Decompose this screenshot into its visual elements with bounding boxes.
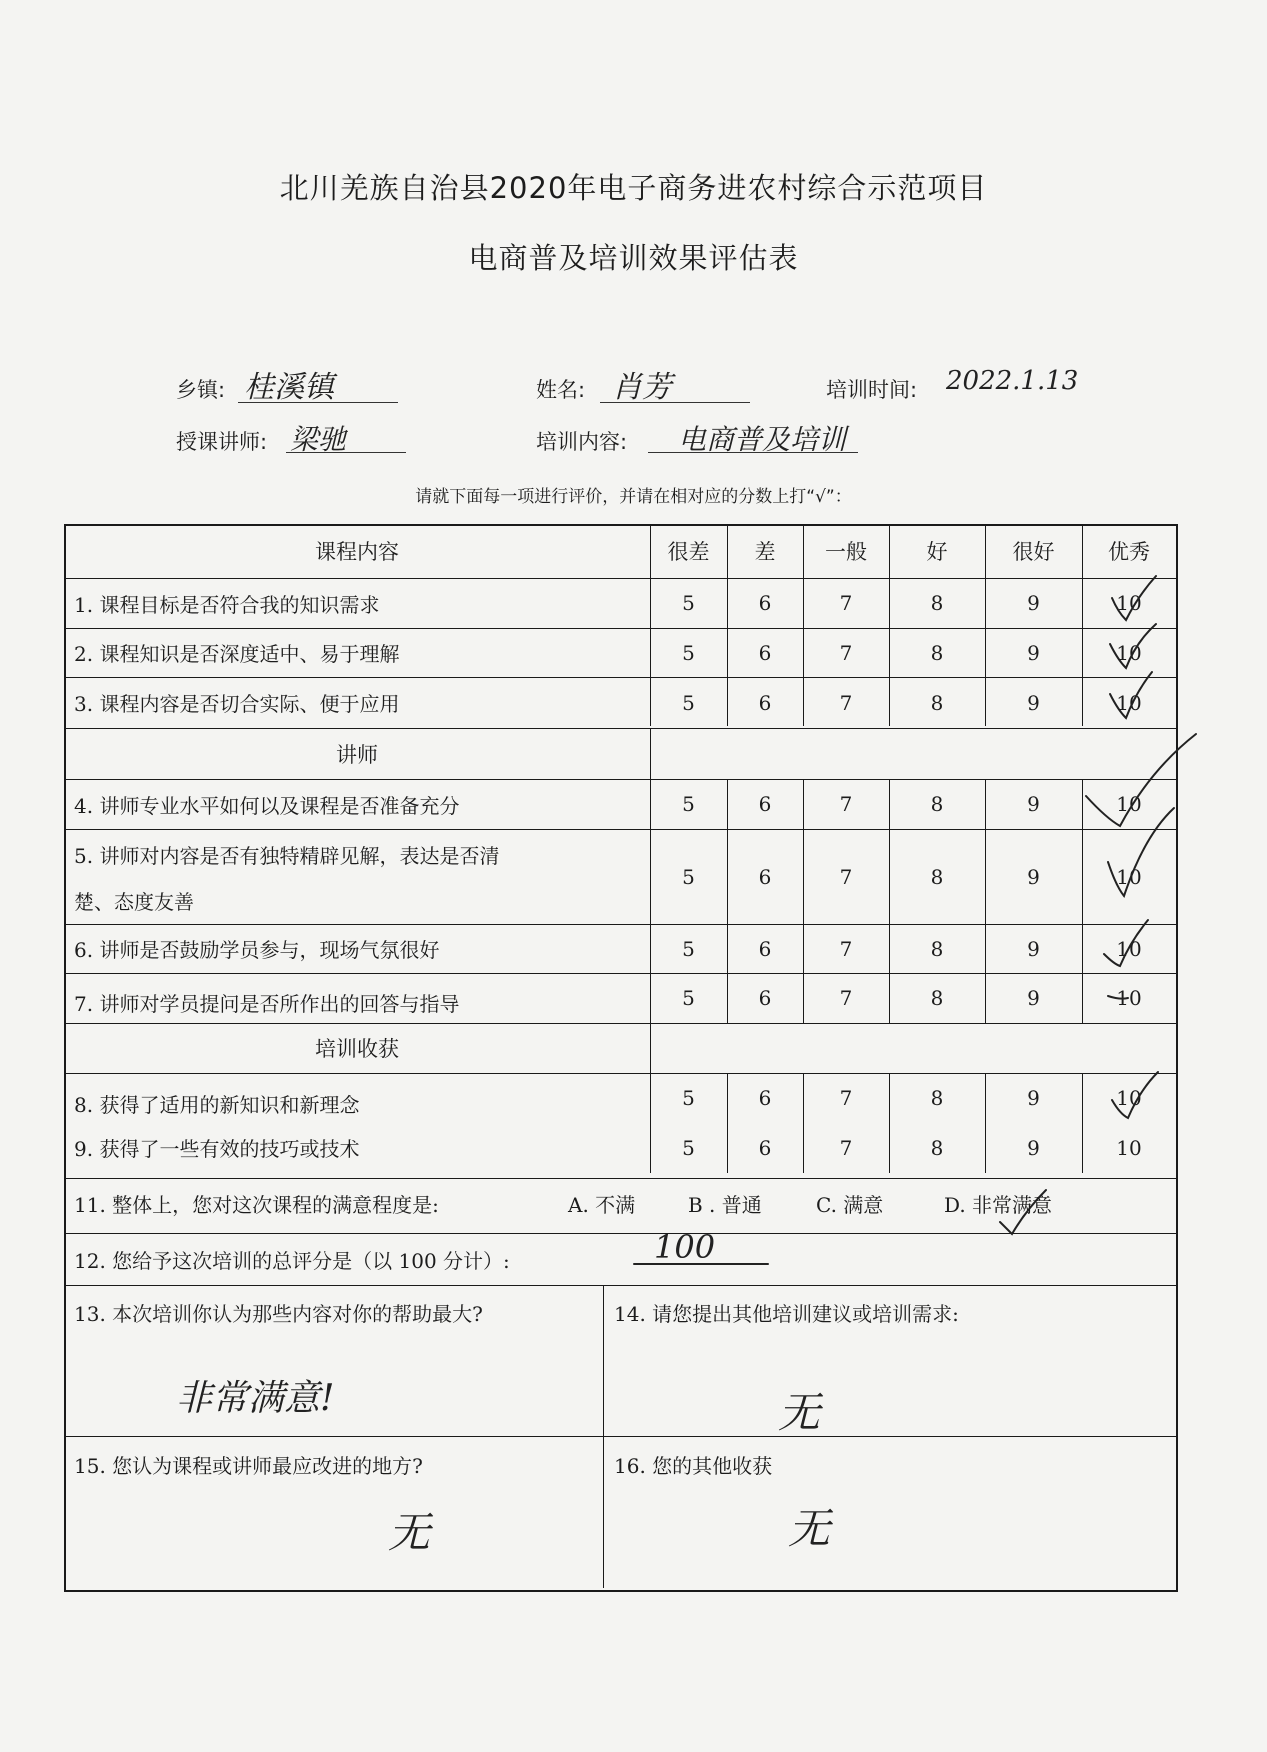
score-6-10[interactable]: 10 xyxy=(1116,936,1142,961)
score-7-8[interactable]: 8 xyxy=(930,986,944,1010)
q13-answer[interactable]: 非常满意! xyxy=(176,1378,335,1419)
item-5-text-cont: 楚、态度友善 xyxy=(74,889,194,914)
score-4-6[interactable]: 6 xyxy=(758,792,772,816)
score-8-8[interactable]: 8 xyxy=(930,1086,944,1110)
header-poor: 差 xyxy=(754,540,776,564)
q11-text: 11. 整体上，您对这次课程的满意程度是: xyxy=(74,1192,439,1217)
score-6-8[interactable]: 8 xyxy=(930,936,944,961)
header-excellent: 优秀 xyxy=(1108,540,1150,564)
score-6-6[interactable]: 6 xyxy=(758,936,772,961)
q16-text: 16. 您的其他收获 xyxy=(614,1453,773,1478)
score-4-7[interactable]: 7 xyxy=(839,792,853,816)
date-value[interactable]: 2022.1.13 xyxy=(946,366,1079,396)
instruction-text: 请就下面每一项进行评价，并请在相对应的分数上打“√”： xyxy=(415,487,852,507)
check-mark-8 xyxy=(1112,1072,1158,1118)
score-5-5[interactable]: 5 xyxy=(682,864,695,889)
score-3-5[interactable]: 5 xyxy=(682,690,695,715)
q15-text: 15. 您认为课程或讲师最应改进的地方? xyxy=(74,1453,423,1478)
item-3-text: 3. 课程内容是否切合实际、便于应用 xyxy=(74,692,400,716)
q11-option-c[interactable]: C. 满意 xyxy=(816,1192,884,1217)
score-8-5[interactable]: 5 xyxy=(682,1086,695,1110)
score-5-7[interactable]: 7 xyxy=(839,864,853,889)
score-8-9[interactable]: 9 xyxy=(1027,1086,1040,1110)
score-3-10[interactable]: 10 xyxy=(1116,690,1142,715)
score-2-5[interactable]: 5 xyxy=(682,640,695,665)
score-3-6[interactable]: 6 xyxy=(758,690,772,715)
score-8-10[interactable]: 10 xyxy=(1116,1086,1142,1110)
score-8-7[interactable]: 7 xyxy=(839,1086,853,1110)
score-5-10[interactable]: 10 xyxy=(1116,864,1142,889)
score-9-6[interactable]: 6 xyxy=(758,1136,772,1160)
q11-option-a[interactable]: A. 不满 xyxy=(568,1192,636,1217)
score-1-5[interactable]: 5 xyxy=(682,591,695,615)
score-6-9[interactable]: 9 xyxy=(1027,936,1040,961)
score-1-10[interactable]: 10 xyxy=(1116,591,1142,615)
item-2-text: 2. 课程知识是否深度适中、易于理解 xyxy=(74,642,400,666)
lecturer-value[interactable]: 梁驰 xyxy=(290,423,347,456)
score-9-9[interactable]: 9 xyxy=(1027,1136,1040,1160)
score-4-5[interactable]: 5 xyxy=(682,792,695,816)
score-9-8[interactable]: 8 xyxy=(930,1136,944,1160)
q14-answer[interactable]: 无 xyxy=(778,1388,821,1437)
score-7-5[interactable]: 5 xyxy=(682,986,695,1010)
score-2-9[interactable]: 9 xyxy=(1027,640,1040,665)
form-title: 北川羌族自治县2020年电子商务进农村综合示范项目 xyxy=(279,171,988,205)
score-7-7[interactable]: 7 xyxy=(839,986,853,1010)
q13-text: 13. 本次培训你认为那些内容对你的帮助最大? xyxy=(74,1301,483,1326)
score-2-6[interactable]: 6 xyxy=(758,640,772,665)
check-mark-6 xyxy=(1104,920,1148,966)
score-1-7[interactable]: 7 xyxy=(839,591,853,615)
check-mark-3 xyxy=(1110,672,1152,718)
q12-text: 12. 您给予这次培训的总评分是（以 100 分计）: xyxy=(74,1248,510,1273)
q15-answer[interactable]: 无 xyxy=(388,1508,431,1557)
check-mark-4 xyxy=(1086,734,1196,826)
score-3-7[interactable]: 7 xyxy=(839,690,853,715)
score-7-10[interactable]: 10 xyxy=(1116,986,1142,1010)
lecturer-label: 授课讲师: xyxy=(176,430,268,454)
item-1-text: 1. 课程目标是否符合我的知识需求 xyxy=(74,592,380,617)
score-4-10[interactable]: 10 xyxy=(1116,792,1142,816)
score-2-8[interactable]: 8 xyxy=(930,640,944,665)
score-5-9[interactable]: 9 xyxy=(1027,864,1040,889)
score-5-6[interactable]: 6 xyxy=(758,864,772,889)
score-8-6[interactable]: 6 xyxy=(758,1086,772,1110)
item-9-text: 9. 获得了一些有效的技巧或技术 xyxy=(74,1136,360,1161)
score-3-9[interactable]: 9 xyxy=(1027,690,1040,715)
score-4-9[interactable]: 9 xyxy=(1027,792,1040,816)
score-6-7[interactable]: 7 xyxy=(839,936,853,961)
check-mark-1 xyxy=(1112,576,1156,620)
score-2-10[interactable]: 10 xyxy=(1116,640,1142,665)
date-label: 培训时间: xyxy=(826,378,918,402)
score-5-8[interactable]: 8 xyxy=(930,864,944,889)
score-9-10[interactable]: 10 xyxy=(1116,1136,1142,1160)
header-average: 一般 xyxy=(825,540,867,564)
content-value[interactable]: 电商普及培训 xyxy=(678,423,847,456)
content-label: 培训内容: xyxy=(536,430,628,454)
check-mark-5 xyxy=(1108,808,1174,896)
score-1-9[interactable]: 9 xyxy=(1027,591,1040,615)
check-mark-7 xyxy=(1108,996,1128,999)
header-very-good: 很好 xyxy=(1012,540,1055,564)
header-good: 好 xyxy=(926,540,948,564)
q16-answer[interactable]: 无 xyxy=(788,1504,831,1553)
q11-option-b[interactable]: B . 普通 xyxy=(688,1192,762,1217)
header-very-poor: 很差 xyxy=(667,540,710,564)
score-9-7[interactable]: 7 xyxy=(839,1136,853,1160)
form-subtitle: 电商普及培训效果评估表 xyxy=(468,241,799,275)
item-8-text: 8. 获得了适用的新知识和新理念 xyxy=(74,1092,360,1117)
section-gain: 培训收获 xyxy=(315,1037,399,1061)
score-1-8[interactable]: 8 xyxy=(930,591,944,615)
item-4-text: 4. 讲师专业水平如何以及课程是否准备充分 xyxy=(74,793,460,818)
score-4-8[interactable]: 8 xyxy=(930,792,944,816)
name-label: 姓名: xyxy=(536,378,586,402)
item-5-text: 5. 讲师对内容是否有独特精辟见解，表达是否清 xyxy=(74,843,500,868)
score-9-5[interactable]: 5 xyxy=(682,1136,695,1160)
score-2-7[interactable]: 7 xyxy=(839,640,853,665)
q14-text: 14. 请您提出其他培训建议或培训需求: xyxy=(614,1301,959,1326)
score-7-9[interactable]: 9 xyxy=(1027,986,1040,1010)
item-7-text: 7. 讲师对学员提问是否所作出的回答与指导 xyxy=(74,991,460,1016)
score-6-5[interactable]: 5 xyxy=(682,936,695,961)
score-3-8[interactable]: 8 xyxy=(930,690,944,715)
score-7-6[interactable]: 6 xyxy=(758,986,772,1010)
item-6-text: 6. 讲师是否鼓励学员参与，现场气氛很好 xyxy=(74,938,440,962)
name-value[interactable]: 肖芳 xyxy=(612,370,672,405)
q11-option-d[interactable]: D. 非常满意 xyxy=(944,1192,1053,1217)
section-lecturer: 讲师 xyxy=(336,742,378,767)
q12-answer[interactable]: 100 xyxy=(654,1228,716,1266)
town-label: 乡镇: xyxy=(176,378,226,402)
header-course-content: 课程内容 xyxy=(315,540,399,564)
check-mark-2 xyxy=(1110,624,1156,668)
score-1-6[interactable]: 6 xyxy=(758,591,772,615)
town-value[interactable]: 桂溪镇 xyxy=(244,370,334,405)
